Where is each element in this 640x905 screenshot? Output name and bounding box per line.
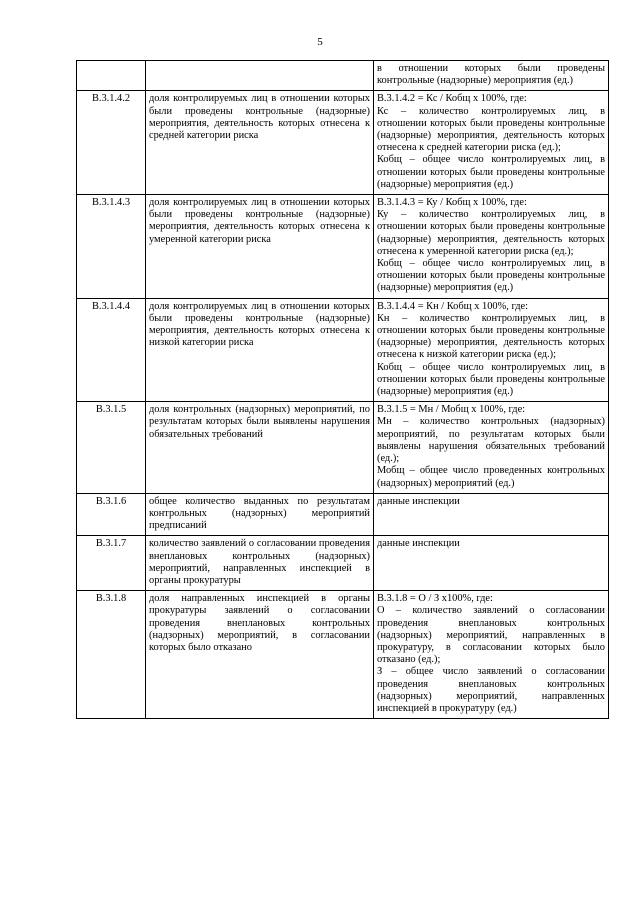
- indicator-description: [146, 61, 374, 91]
- indicator-code: В.3.1.4.2: [77, 91, 146, 195]
- formula-line: В.3.1.4.2 = Кс / Кобщ х 100%, где:: [377, 93, 527, 105]
- indicator-formula: [374, 61, 609, 91]
- indicator-code: В.3.1.8: [77, 591, 146, 719]
- formula-line: в отношении которых были проведены контрольные (надзорные) мероприятия (ед.): [377, 63, 605, 87]
- indicator-code: В.3.1.6: [77, 493, 146, 536]
- indicator-formula: [374, 298, 609, 402]
- formula-line: В.3.1.4.3 = Ку / Кобщ х 100%, где:: [377, 197, 527, 209]
- indicator-description: количество заявлений о согласовании проведения внеплановых контрольных (надзорных) мероприятий, направленных инспекцией в органы прокуратуры: [146, 536, 374, 591]
- formula-line: данные инспекции: [377, 538, 460, 550]
- indicator-formula: [374, 195, 609, 299]
- page-number: 5: [317, 36, 323, 48]
- indicator-description: доля контролируемых лиц в отношении которых были проведены контрольные (надзорные) мероприятия, деятельность которых отнесена к умеренной категории риска: [146, 195, 374, 299]
- indicator-description: доля контролируемых лиц в отношении которых были проведены контрольные (надзорные) мероприятия, деятельность которых отнесена к средней категории риска: [146, 91, 374, 195]
- formula-line: Кобщ – общее число контролируемых лиц, в отношении которых были проведены контрольные (надзорные) мероприятия (ед.): [377, 154, 605, 190]
- indicator-formula: [374, 493, 609, 536]
- table-row: [77, 402, 609, 493]
- indicator-formula: [374, 536, 609, 591]
- formula-line: Кобщ – общее число контролируемых лиц, в отношении которых были проведены контрольные (надзорные) мероприятия (ед.): [377, 361, 605, 398]
- table-row: [77, 61, 609, 91]
- indicator-description: доля контролируемых лиц в отношении которых были проведены контрольные (надзорные) мероприятия, деятельность которых отнесена к низкой категории риска: [146, 298, 374, 402]
- table-row: [77, 91, 609, 195]
- table-row: [77, 298, 609, 402]
- indicator-code: В.3.1.5: [77, 402, 146, 493]
- table-row: [77, 591, 609, 719]
- formula-line: В.3.1.4.4 = Кн / Кобщ х 100%, где:: [377, 300, 528, 312]
- indicators-table: [76, 60, 609, 719]
- formula-line: В.3.1.5 = Мн / Мобщ х 100%, где:: [377, 404, 526, 416]
- formula-line: данные инспекции: [377, 495, 460, 507]
- formula-line: Мобщ – общее число проведенных контрольных (надзорных) мероприятий (ед.): [377, 465, 605, 489]
- indicator-formula: [374, 591, 609, 719]
- indicator-code: [77, 61, 146, 91]
- formula-line: Кс – количество контролируемых лиц, в отношении которых были проведены контрольные (надзорные) мероприятия, деятельность которых отнесена к средней категории риска (ед.);: [377, 105, 605, 154]
- table-row: [77, 536, 609, 591]
- indicator-description: общее количество выданных по результатам контрольных (надзорных) мероприятий предписаний: [146, 493, 374, 536]
- table-row: [77, 195, 609, 299]
- formula-line: З – общее число заявлений о согласовании проведения внеплановых контрольных (надзорных) мероприятий, направленных инспекцией в прокуратуру (ед.): [377, 666, 605, 714]
- formula-line: Кобщ – общее число контролируемых лиц, в отношении которых были проведены контрольные (надзорные) мероприятия (ед.): [377, 258, 605, 294]
- indicator-description: доля контрольных (надзорных) мероприятий, по результатам которых были выявлены нарушения обязательных требований: [146, 402, 374, 493]
- formula-line: О – количество заявлений о согласовании проведения внеплановых контрольных (надзорных) мероприятий, направленных в прокуратуру, в согласовании которых было отказано (ед.);: [377, 605, 605, 666]
- formula-line: Мн – количество контрольных (надзорных) мероприятий, по результатам которых были выявлены нарушения обязательных требований (ед.);: [377, 416, 605, 465]
- table-row: [77, 493, 609, 536]
- indicator-description: доля направленных инспекцией в органы прокуратуры заявлений о согласовании проведения внеплановых контрольных (надзорных) мероприятий, в согласовании которых было отказано: [146, 591, 374, 719]
- indicator-code: В.3.1.4.4: [77, 298, 146, 402]
- indicator-formula: [374, 402, 609, 493]
- formula-line: Ку – количество контролируемых лиц, в отношении которых были проведены контрольные (надзорные) мероприятия, деятельность которых отнесена к умеренной категории риска (ед.);: [377, 209, 605, 257]
- indicator-code: В.3.1.4.3: [77, 195, 146, 299]
- indicator-formula: [374, 91, 609, 195]
- indicator-code: В.3.1.7: [77, 536, 146, 591]
- formula-line: В.3.1.8 = О / З х100%, где:: [377, 593, 493, 605]
- formula-line: Кн – количество контролируемых лиц, в отношении которых были проведены контрольные (надзорные) мероприятия, деятельность которых отнесена к низкой категории риска (ед.);: [377, 312, 605, 361]
